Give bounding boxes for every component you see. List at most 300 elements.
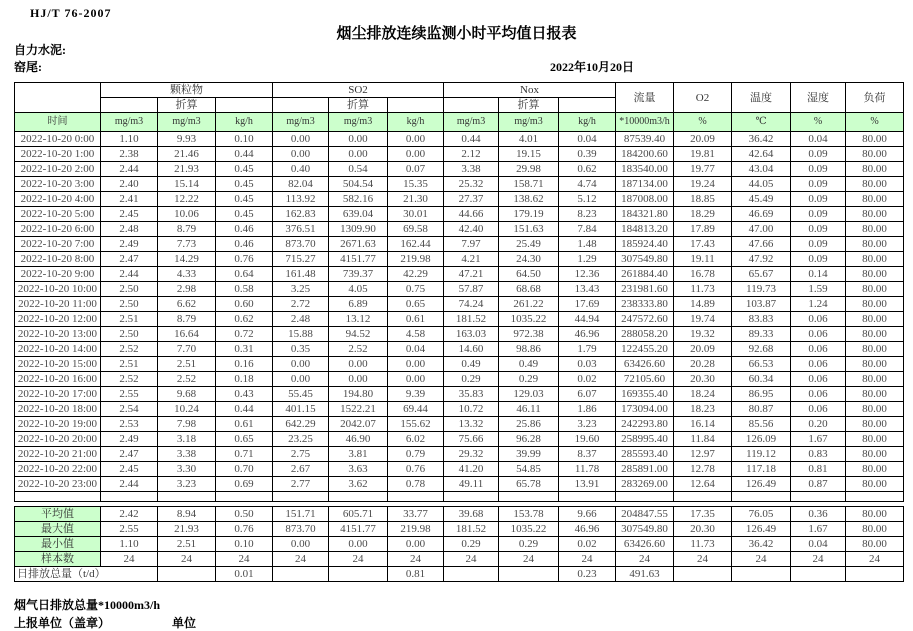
summary-value-cell: 36.42 xyxy=(732,537,791,552)
value-cell: 642.29 xyxy=(273,417,329,432)
value-cell: 1.59 xyxy=(791,282,846,297)
nox-kgh-spacer xyxy=(559,98,616,113)
time-header-spacer xyxy=(15,83,101,113)
value-cell: 80.00 xyxy=(846,252,904,267)
value-cell: 1.86 xyxy=(559,402,616,417)
value-cell: 0.03 xyxy=(559,357,616,372)
value-cell: 0.54 xyxy=(329,162,388,177)
value-cell: 65.78 xyxy=(499,477,559,492)
value-cell: 238333.80 xyxy=(616,297,674,312)
value-cell: 247572.60 xyxy=(616,312,674,327)
value-cell: 21.30 xyxy=(388,192,444,207)
value-cell: 20.28 xyxy=(674,357,732,372)
value-cell: 80.87 xyxy=(732,402,791,417)
value-cell: 0.16 xyxy=(216,357,273,372)
header-units-row xyxy=(15,113,904,132)
value-cell: 64.50 xyxy=(499,267,559,282)
value-cell: 158.71 xyxy=(499,177,559,192)
value-cell: 2671.63 xyxy=(329,237,388,252)
value-cell: 0.00 xyxy=(273,132,329,147)
value-cell: 184200.60 xyxy=(616,147,674,162)
blank-cell xyxy=(101,492,158,502)
value-cell: 47.00 xyxy=(732,222,791,237)
value-cell: 155.62 xyxy=(388,417,444,432)
value-cell: 0.00 xyxy=(388,372,444,387)
table-row xyxy=(15,297,904,312)
blank-cell xyxy=(158,492,216,502)
value-cell: 0.45 xyxy=(216,207,273,222)
summary-value-cell: 0.00 xyxy=(329,537,388,552)
summary-value-cell: 0.00 xyxy=(273,537,329,552)
value-cell: 80.00 xyxy=(846,267,904,282)
value-cell: 36.42 xyxy=(732,132,791,147)
so2-kgh-spacer xyxy=(388,98,444,113)
value-cell: 6.89 xyxy=(329,297,388,312)
value-cell: 19.32 xyxy=(674,327,732,342)
time-cell: 2022-10-20 17:00 xyxy=(15,387,101,402)
value-cell: 0.06 xyxy=(791,357,846,372)
value-cell: 80.00 xyxy=(846,417,904,432)
daily-total-cell xyxy=(732,567,791,582)
value-cell: 2.48 xyxy=(273,312,329,327)
value-cell: 42.40 xyxy=(444,222,499,237)
value-cell: 0.00 xyxy=(273,357,329,372)
blank-cell xyxy=(732,492,791,502)
value-cell: 11.73 xyxy=(674,282,732,297)
value-cell: 173094.00 xyxy=(616,402,674,417)
value-cell: 80.00 xyxy=(846,297,904,312)
value-cell: 4.33 xyxy=(158,267,216,282)
value-cell: 19.15 xyxy=(499,147,559,162)
value-cell: 138.62 xyxy=(499,192,559,207)
main-tbody xyxy=(15,132,904,502)
value-cell: 80.00 xyxy=(846,222,904,237)
value-cell: 39.99 xyxy=(499,447,559,462)
value-cell: 2.40 xyxy=(101,177,158,192)
value-cell: 0.09 xyxy=(791,222,846,237)
flow-total-note: 烟气日排放总量*10000m3/h xyxy=(14,598,161,612)
value-cell: 0.45 xyxy=(216,192,273,207)
unit-temperature: ℃ xyxy=(732,113,791,132)
value-cell: 3.38 xyxy=(444,162,499,177)
summary-value-cell: 24 xyxy=(732,552,791,567)
summary-value-cell: 204847.55 xyxy=(616,507,674,522)
value-cell: 126.49 xyxy=(732,477,791,492)
summary-value-cell: 24 xyxy=(616,552,674,567)
value-cell: 80.00 xyxy=(846,192,904,207)
unit-nox-kgh: kg/h xyxy=(559,113,616,132)
summary-value-cell: 2.51 xyxy=(158,537,216,552)
value-cell: 0.46 xyxy=(216,222,273,237)
value-cell: 16.78 xyxy=(674,267,732,282)
summary-row xyxy=(15,537,904,552)
value-cell: 2.52 xyxy=(101,342,158,357)
table-row xyxy=(15,402,904,417)
value-cell: 10.06 xyxy=(158,207,216,222)
value-cell: 57.87 xyxy=(444,282,499,297)
value-cell: 0.00 xyxy=(388,357,444,372)
value-cell: 80.00 xyxy=(846,432,904,447)
value-cell: 80.00 xyxy=(846,132,904,147)
value-cell: 80.00 xyxy=(846,312,904,327)
value-cell: 0.09 xyxy=(791,252,846,267)
value-cell: 85.56 xyxy=(732,417,791,432)
value-cell: 2.44 xyxy=(101,162,158,177)
table-row xyxy=(15,267,904,282)
summary-label: 样本数 xyxy=(15,552,101,567)
blank-cell xyxy=(444,492,499,502)
summary-value-cell: 24 xyxy=(846,552,904,567)
value-cell: 283269.00 xyxy=(616,477,674,492)
value-cell: 2.55 xyxy=(101,387,158,402)
summary-value-cell: 0.50 xyxy=(216,507,273,522)
table-row xyxy=(15,447,904,462)
value-cell: 41.20 xyxy=(444,462,499,477)
time-cell: 2022-10-20 4:00 xyxy=(15,192,101,207)
value-cell: 0.81 xyxy=(791,462,846,477)
value-cell: 25.49 xyxy=(499,237,559,252)
value-cell: 11.78 xyxy=(559,462,616,477)
nox-raw-spacer xyxy=(444,98,499,113)
value-cell: 69.44 xyxy=(388,402,444,417)
value-cell: 261.22 xyxy=(499,297,559,312)
summary-value-cell: 24 xyxy=(216,552,273,567)
value-cell: 11.84 xyxy=(674,432,732,447)
value-cell: 46.96 xyxy=(559,327,616,342)
time-cell: 2022-10-20 14:00 xyxy=(15,342,101,357)
value-cell: 65.67 xyxy=(732,267,791,282)
time-cell: 2022-10-20 7:00 xyxy=(15,237,101,252)
value-cell: 16.14 xyxy=(674,417,732,432)
value-cell: 2.67 xyxy=(273,462,329,477)
value-cell: 83.83 xyxy=(732,312,791,327)
value-cell: 1.67 xyxy=(791,432,846,447)
summary-value-cell: 17.35 xyxy=(674,507,732,522)
value-cell: 2.53 xyxy=(101,417,158,432)
value-cell: 0.49 xyxy=(499,357,559,372)
value-cell: 2.45 xyxy=(101,462,158,477)
blank-cell xyxy=(15,492,101,502)
value-cell: 0.58 xyxy=(216,282,273,297)
daily-total-cell: 0.81 xyxy=(388,567,444,582)
col-temperature: 温度 xyxy=(732,83,791,113)
col-group-nox: Nox xyxy=(444,83,616,98)
value-cell: 10.24 xyxy=(158,402,216,417)
value-cell: 47.21 xyxy=(444,267,499,282)
value-cell: 0.29 xyxy=(499,372,559,387)
value-cell: 4.21 xyxy=(444,252,499,267)
value-cell: 0.09 xyxy=(791,207,846,222)
value-cell: 261884.40 xyxy=(616,267,674,282)
blank-cell xyxy=(559,492,616,502)
value-cell: 4.01 xyxy=(499,132,559,147)
header-group-row xyxy=(15,83,904,98)
value-cell: 7.84 xyxy=(559,222,616,237)
page-title: 烟尘排放连续监测小时平均值日报表 xyxy=(336,26,577,42)
value-cell: 3.81 xyxy=(329,447,388,462)
unit-o2: % xyxy=(674,113,732,132)
time-cell: 2022-10-20 15:00 xyxy=(15,357,101,372)
value-cell: 4.74 xyxy=(559,177,616,192)
value-cell: 0.61 xyxy=(216,417,273,432)
daily-total-cell xyxy=(846,567,904,582)
value-cell: 873.70 xyxy=(273,237,329,252)
time-cell: 2022-10-20 19:00 xyxy=(15,417,101,432)
col-flow: 流量 xyxy=(616,83,674,113)
value-cell: 25.86 xyxy=(499,417,559,432)
value-cell: 184321.80 xyxy=(616,207,674,222)
value-cell: 288058.20 xyxy=(616,327,674,342)
value-cell: 29.32 xyxy=(444,447,499,462)
value-cell: 13.43 xyxy=(559,282,616,297)
value-cell: 1522.21 xyxy=(329,402,388,417)
summary-value-cell: 33.77 xyxy=(388,507,444,522)
value-cell: 2.44 xyxy=(101,267,158,282)
so2-converted-label: 折算 xyxy=(329,98,388,113)
value-cell: 86.95 xyxy=(732,387,791,402)
summary-value-cell: 1.67 xyxy=(791,522,846,537)
time-cell: 2022-10-20 16:00 xyxy=(15,372,101,387)
value-cell: 19.77 xyxy=(674,162,732,177)
value-cell: 7.70 xyxy=(158,342,216,357)
table-row xyxy=(15,462,904,477)
time-cell: 2022-10-20 10:00 xyxy=(15,282,101,297)
summary-value-cell: 46.96 xyxy=(559,522,616,537)
value-cell: 15.88 xyxy=(273,327,329,342)
daily-total-label: 日排放总量（t/d） xyxy=(15,567,158,582)
value-cell: 0.45 xyxy=(216,177,273,192)
value-cell: 3.63 xyxy=(329,462,388,477)
table-row xyxy=(15,237,904,252)
unit-so2-converted: mg/m3 xyxy=(329,113,388,132)
table-row xyxy=(15,417,904,432)
summary-value-cell: 2.55 xyxy=(101,522,158,537)
value-cell: 2.52 xyxy=(329,342,388,357)
value-cell: 19.74 xyxy=(674,312,732,327)
value-cell: 18.24 xyxy=(674,387,732,402)
summary-label: 最大值 xyxy=(15,522,101,537)
value-cell: 25.32 xyxy=(444,177,499,192)
summary-label: 平均值 xyxy=(15,507,101,522)
value-cell: 9.39 xyxy=(388,387,444,402)
daily-total-cell xyxy=(273,567,329,582)
summary-value-cell: 219.98 xyxy=(388,522,444,537)
value-cell: 80.00 xyxy=(846,177,904,192)
value-cell: 4.58 xyxy=(388,327,444,342)
value-cell: 639.04 xyxy=(329,207,388,222)
value-cell: 0.87 xyxy=(791,477,846,492)
location-label: 窑尾: xyxy=(14,60,42,74)
value-cell: 2.49 xyxy=(101,432,158,447)
value-cell: 8.79 xyxy=(158,312,216,327)
summary-value-cell: 1.10 xyxy=(101,537,158,552)
time-cell: 2022-10-20 5:00 xyxy=(15,207,101,222)
value-cell: 44.94 xyxy=(559,312,616,327)
value-cell: 2.51 xyxy=(101,312,158,327)
value-cell: 103.87 xyxy=(732,297,791,312)
value-cell: 2.12 xyxy=(444,147,499,162)
time-cell: 2022-10-20 12:00 xyxy=(15,312,101,327)
value-cell: 0.06 xyxy=(791,372,846,387)
time-cell: 2022-10-20 9:00 xyxy=(15,267,101,282)
value-cell: 29.98 xyxy=(499,162,559,177)
value-cell: 2.52 xyxy=(158,372,216,387)
blank-row xyxy=(15,492,904,502)
value-cell: 0.45 xyxy=(216,162,273,177)
value-cell: 161.48 xyxy=(273,267,329,282)
blank-cell xyxy=(846,492,904,502)
value-cell: 30.01 xyxy=(388,207,444,222)
value-cell: 14.29 xyxy=(158,252,216,267)
time-cell: 2022-10-20 11:00 xyxy=(15,297,101,312)
value-cell: 258995.40 xyxy=(616,432,674,447)
value-cell: 376.51 xyxy=(273,222,329,237)
value-cell: 162.44 xyxy=(388,237,444,252)
summary-tbody xyxy=(15,507,904,582)
value-cell: 47.66 xyxy=(732,237,791,252)
report-unit-label: 上报单位（盖章） xyxy=(14,616,111,630)
value-cell: 0.02 xyxy=(559,372,616,387)
value-cell: 2.50 xyxy=(101,282,158,297)
value-cell: 231981.60 xyxy=(616,282,674,297)
summary-value-cell: 0.76 xyxy=(216,522,273,537)
blank-cell xyxy=(616,492,674,502)
unit-label: 单位 xyxy=(172,616,197,630)
time-cell: 2022-10-20 1:00 xyxy=(15,147,101,162)
value-cell: 42.64 xyxy=(732,147,791,162)
value-cell: 1.10 xyxy=(101,132,158,147)
table-row xyxy=(15,357,904,372)
col-group-pm: 颗粒物 xyxy=(101,83,273,98)
daily-total-cell xyxy=(499,567,559,582)
summary-value-cell: 39.68 xyxy=(444,507,499,522)
value-cell: 5.12 xyxy=(559,192,616,207)
value-cell: 187134.00 xyxy=(616,177,674,192)
value-cell: 80.00 xyxy=(846,387,904,402)
value-cell: 0.00 xyxy=(273,147,329,162)
summary-value-cell: 0.00 xyxy=(388,537,444,552)
time-cell: 2022-10-20 23:00 xyxy=(15,477,101,492)
table-row xyxy=(15,477,904,492)
time-cell: 2022-10-20 6:00 xyxy=(15,222,101,237)
time-cell: 2022-10-20 13:00 xyxy=(15,327,101,342)
value-cell: 0.09 xyxy=(791,237,846,252)
summary-row xyxy=(15,507,904,522)
value-cell: 2.48 xyxy=(101,222,158,237)
summary-value-cell: 80.00 xyxy=(846,537,904,552)
value-cell: 4151.77 xyxy=(329,252,388,267)
time-cell: 2022-10-20 2:00 xyxy=(15,162,101,177)
daily-total-cell: 0.23 xyxy=(559,567,616,582)
table-row xyxy=(15,387,904,402)
value-cell: 80.00 xyxy=(846,357,904,372)
value-cell: 2.50 xyxy=(101,327,158,342)
summary-value-cell: 151.71 xyxy=(273,507,329,522)
value-cell: 72105.60 xyxy=(616,372,674,387)
value-cell: 19.81 xyxy=(674,147,732,162)
time-cell: 2022-10-20 3:00 xyxy=(15,177,101,192)
value-cell: 0.00 xyxy=(329,372,388,387)
value-cell: 9.68 xyxy=(158,387,216,402)
value-cell: 0.20 xyxy=(791,417,846,432)
value-cell: 14.60 xyxy=(444,342,499,357)
pm-kgh-spacer xyxy=(216,98,273,113)
unit-pm-mgm3: mg/m3 xyxy=(101,113,158,132)
value-cell: 14.89 xyxy=(674,297,732,312)
value-cell: 3.30 xyxy=(158,462,216,477)
value-cell: 0.09 xyxy=(791,192,846,207)
value-cell: 19.11 xyxy=(674,252,732,267)
value-cell: 20.09 xyxy=(674,132,732,147)
value-cell: 0.40 xyxy=(273,162,329,177)
daily-total-row xyxy=(15,567,904,582)
value-cell: 42.29 xyxy=(388,267,444,282)
value-cell: 2.75 xyxy=(273,447,329,462)
value-cell: 0.71 xyxy=(216,447,273,462)
value-cell: 0.14 xyxy=(791,267,846,282)
summary-value-cell: 24 xyxy=(273,552,329,567)
value-cell: 117.18 xyxy=(732,462,791,477)
value-cell: 66.53 xyxy=(732,357,791,372)
value-cell: 24.30 xyxy=(499,252,559,267)
value-cell: 10.72 xyxy=(444,402,499,417)
summary-value-cell: 24 xyxy=(674,552,732,567)
value-cell: 80.00 xyxy=(846,282,904,297)
value-cell: 3.23 xyxy=(559,417,616,432)
time-cell: 2022-10-20 8:00 xyxy=(15,252,101,267)
table-row xyxy=(15,327,904,342)
col-humidity: 湿度 xyxy=(791,83,846,113)
summary-value-cell: 0.02 xyxy=(559,537,616,552)
blank-cell xyxy=(273,492,329,502)
value-cell: 504.54 xyxy=(329,177,388,192)
value-cell: 151.63 xyxy=(499,222,559,237)
value-cell: 194.80 xyxy=(329,387,388,402)
value-cell: 3.62 xyxy=(329,477,388,492)
value-cell: 15.35 xyxy=(388,177,444,192)
value-cell: 80.00 xyxy=(846,402,904,417)
blank-cell xyxy=(388,492,444,502)
value-cell: 169355.40 xyxy=(616,387,674,402)
summary-value-cell: 126.49 xyxy=(732,522,791,537)
value-cell: 739.37 xyxy=(329,267,388,282)
summary-value-cell: 2.42 xyxy=(101,507,158,522)
value-cell: 1309.90 xyxy=(329,222,388,237)
unit-so2-mgm3: mg/m3 xyxy=(273,113,329,132)
value-cell: 715.27 xyxy=(273,252,329,267)
value-cell: 219.98 xyxy=(388,252,444,267)
value-cell: 0.31 xyxy=(216,342,273,357)
daily-total-cell xyxy=(674,567,732,582)
value-cell: 0.61 xyxy=(388,312,444,327)
value-cell: 2.72 xyxy=(273,297,329,312)
value-cell: 8.37 xyxy=(559,447,616,462)
value-cell: 0.00 xyxy=(329,147,388,162)
value-cell: 82.04 xyxy=(273,177,329,192)
value-cell: 0.29 xyxy=(444,372,499,387)
value-cell: 2.51 xyxy=(101,357,158,372)
summary-value-cell: 80.00 xyxy=(846,522,904,537)
value-cell: 119.12 xyxy=(732,447,791,462)
value-cell: 0.62 xyxy=(216,312,273,327)
value-cell: 4.05 xyxy=(329,282,388,297)
blank-cell xyxy=(674,492,732,502)
value-cell: 2042.07 xyxy=(329,417,388,432)
value-cell: 0.06 xyxy=(791,387,846,402)
summary-value-cell: 76.05 xyxy=(732,507,791,522)
company-label: 自力水泥: xyxy=(14,43,66,57)
value-cell: 162.83 xyxy=(273,207,329,222)
